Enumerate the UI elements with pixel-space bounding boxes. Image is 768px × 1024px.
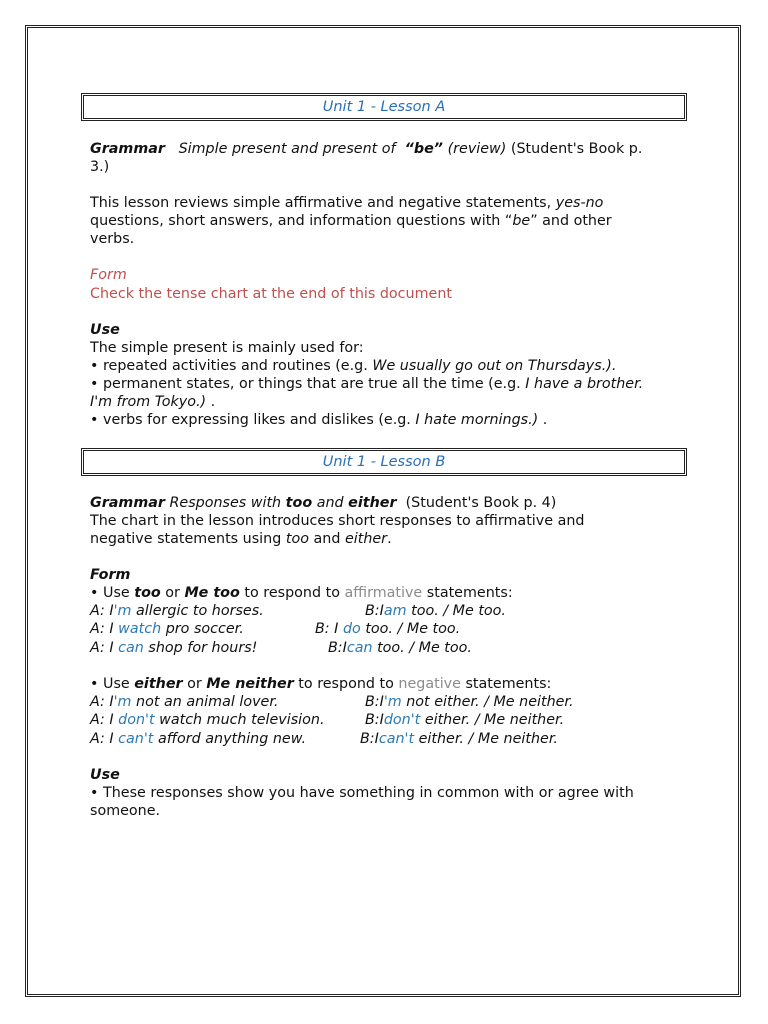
bullet-text-2: to respond to (298, 676, 394, 692)
speaker-a: A: I (90, 694, 114, 710)
intro-too: too (285, 531, 309, 547)
example-statement (90, 693, 278, 711)
lesson-b-bullet-negative (90, 675, 551, 693)
verb-highlight: can't (118, 730, 154, 747)
bullet-me-too: Me too (184, 585, 240, 601)
example-statement (90, 730, 306, 748)
bullet-or: or (187, 676, 202, 692)
bullet-either: either (134, 676, 183, 692)
example-statement (90, 639, 257, 657)
lesson-a-use-item-2 (90, 375, 643, 393)
example-statement (90, 602, 264, 620)
statement-text: afford anything new. (157, 730, 307, 747)
speaker-b: B:I (365, 603, 384, 619)
speaker-a: A: I (90, 639, 119, 656)
grammar-ref: (Student's Book p. (510, 141, 643, 157)
intro-either: either (344, 531, 388, 547)
use-item-text: • verbs for expressing likes and dislikes (e.g. (90, 412, 411, 428)
grammar-and: and (316, 495, 344, 511)
speaker-a: A: I (90, 603, 114, 619)
grammar-either: either (348, 495, 397, 511)
intro-text-4: verbs. (90, 231, 135, 247)
statement-text: watch much television. (159, 712, 325, 729)
intro-text-2: questions, short answers, and information questions with “ (90, 213, 513, 229)
verb-highlight: do (342, 621, 361, 638)
statement-text: not an animal lover. (136, 694, 279, 710)
grammar-ref-cont: 3.) (90, 159, 110, 175)
use-item-text: • permanent states, or things that are true all the time (e.g. (90, 376, 521, 392)
intro-text-3: ” and other (530, 213, 612, 229)
lesson-b-form-heading: Form (90, 567, 131, 583)
grammar-be: “be” (404, 141, 444, 157)
speaker-b: B:I (360, 730, 379, 747)
use-item-example: We usually go out on Thursdays.). (372, 358, 617, 374)
lesson-a-intro-line-3 (90, 230, 134, 248)
speaker-a: A: I (90, 712, 119, 729)
bullet-text: • Use (90, 676, 130, 692)
verb-highlight: don't (383, 712, 421, 729)
lesson-a-grammar-line-2 (90, 158, 109, 176)
speaker-a: A: I (90, 621, 119, 638)
statement-text: allergic to horses. (136, 603, 264, 619)
lesson-a-header-text: Unit 1 - Lesson A (322, 99, 446, 115)
use-item-end: . (542, 412, 548, 428)
lesson-a-header (81, 93, 687, 121)
lesson-b-use-item-1-cont: someone. (90, 803, 161, 819)
lesson-a-form-heading: Form (90, 267, 127, 283)
intro-be: be (512, 213, 531, 229)
grammar-label: Grammar (90, 495, 165, 511)
lesson-a-use-item-2-cont (90, 393, 215, 411)
use-item-end: . (210, 394, 216, 410)
speaker-a: A: I (90, 730, 119, 747)
bullet-affirmative: affirmative (344, 585, 423, 601)
bullet-negative: negative (398, 676, 461, 692)
lesson-a-use-item-1 (90, 357, 616, 375)
intro-and: and (313, 531, 341, 547)
speaker-b: B:I (365, 712, 384, 729)
lesson-b-intro-line-2 (90, 530, 392, 548)
lesson-b-header-text: Unit 1 - Lesson B (322, 454, 446, 470)
statement-text: shop for hours! (148, 639, 258, 656)
example-response (365, 693, 574, 711)
example-response (360, 730, 558, 748)
speaker-b: B:I (365, 694, 384, 710)
lesson-a-intro-line-2 (90, 212, 612, 230)
example-response (328, 639, 472, 657)
bullet-too: too (134, 585, 161, 601)
response-text: too. / Me too. (377, 639, 472, 656)
lesson-b-intro-line-1: The chart in the lesson introduces short responses to affirmative and (90, 513, 585, 529)
speaker-b: B: I (315, 621, 343, 638)
bullet-or: or (165, 585, 180, 601)
bullet-text-3: statements: (465, 676, 552, 692)
lesson-a-form-text: Check the tense chart at the end of this document (90, 286, 452, 302)
statement-text: pro soccer. (165, 621, 244, 638)
verb-highlight: don't (118, 712, 155, 729)
verb-highlight: can (118, 639, 144, 656)
intro-end: . (387, 531, 392, 547)
verb-highlight: watch (118, 621, 162, 638)
verb-highlight: 'm (113, 603, 132, 619)
bullet-text-2: to respond to (244, 585, 340, 601)
intro-yesno: yes-no (555, 195, 604, 211)
lesson-a-use-item-3 (90, 411, 547, 429)
use-item-example: I hate mornings.) (415, 412, 539, 428)
verb-highlight: can't (378, 730, 415, 747)
example-statement (90, 711, 325, 729)
grammar-ref: (Student's Book p. 4) (405, 495, 557, 511)
use-item-example: I'm from Tokyo.) (90, 394, 207, 410)
example-response (365, 711, 564, 729)
response-text: either. / Me neither. (418, 730, 558, 747)
grammar-too: too (285, 495, 313, 511)
bullet-me-neither: Me neither (206, 676, 294, 692)
verb-highlight: am (383, 603, 407, 619)
grammar-review: (review) (447, 141, 507, 157)
response-text: not either. / Me neither. (406, 694, 574, 710)
intro-text: This lesson reviews simple affirmative and negative statements, (90, 195, 552, 211)
intro-text: negative statements using (90, 531, 282, 547)
grammar-title: Responses with (169, 495, 282, 511)
lesson-a-use-intro: The simple present is mainly used for: (90, 340, 364, 356)
lesson-b-grammar-line (90, 494, 556, 512)
lesson-b-use-heading: Use (90, 767, 120, 783)
grammar-title: Simple present and present of (178, 141, 396, 157)
response-text: too. / Me too. (365, 621, 461, 638)
response-text: either. / Me neither. (424, 712, 565, 729)
bullet-text: • Use (90, 585, 130, 601)
lesson-b-header (81, 448, 687, 476)
bullet-text-3: statements: (426, 585, 513, 601)
use-item-text: • repeated activities and routines (e.g. (90, 358, 368, 374)
lesson-b-use-item-1: • These responses show you have something in common with or agree with (90, 785, 634, 801)
lesson-a-intro-line-1 (90, 194, 603, 212)
lesson-b-bullet-affirmative (90, 584, 513, 602)
response-text: too. / Me too. (411, 603, 506, 619)
lesson-a-use-heading: Use (90, 322, 120, 338)
example-response (315, 620, 460, 638)
verb-highlight: 'm (113, 694, 132, 710)
use-item-example: I have a brother. (525, 376, 644, 392)
verb-highlight: 'm (383, 694, 402, 710)
example-response (365, 602, 506, 620)
example-statement (90, 620, 244, 638)
speaker-b: B:I (328, 639, 347, 656)
grammar-label: Grammar (90, 141, 165, 157)
lesson-a-grammar-line (90, 140, 642, 158)
verb-highlight: can (346, 639, 373, 656)
